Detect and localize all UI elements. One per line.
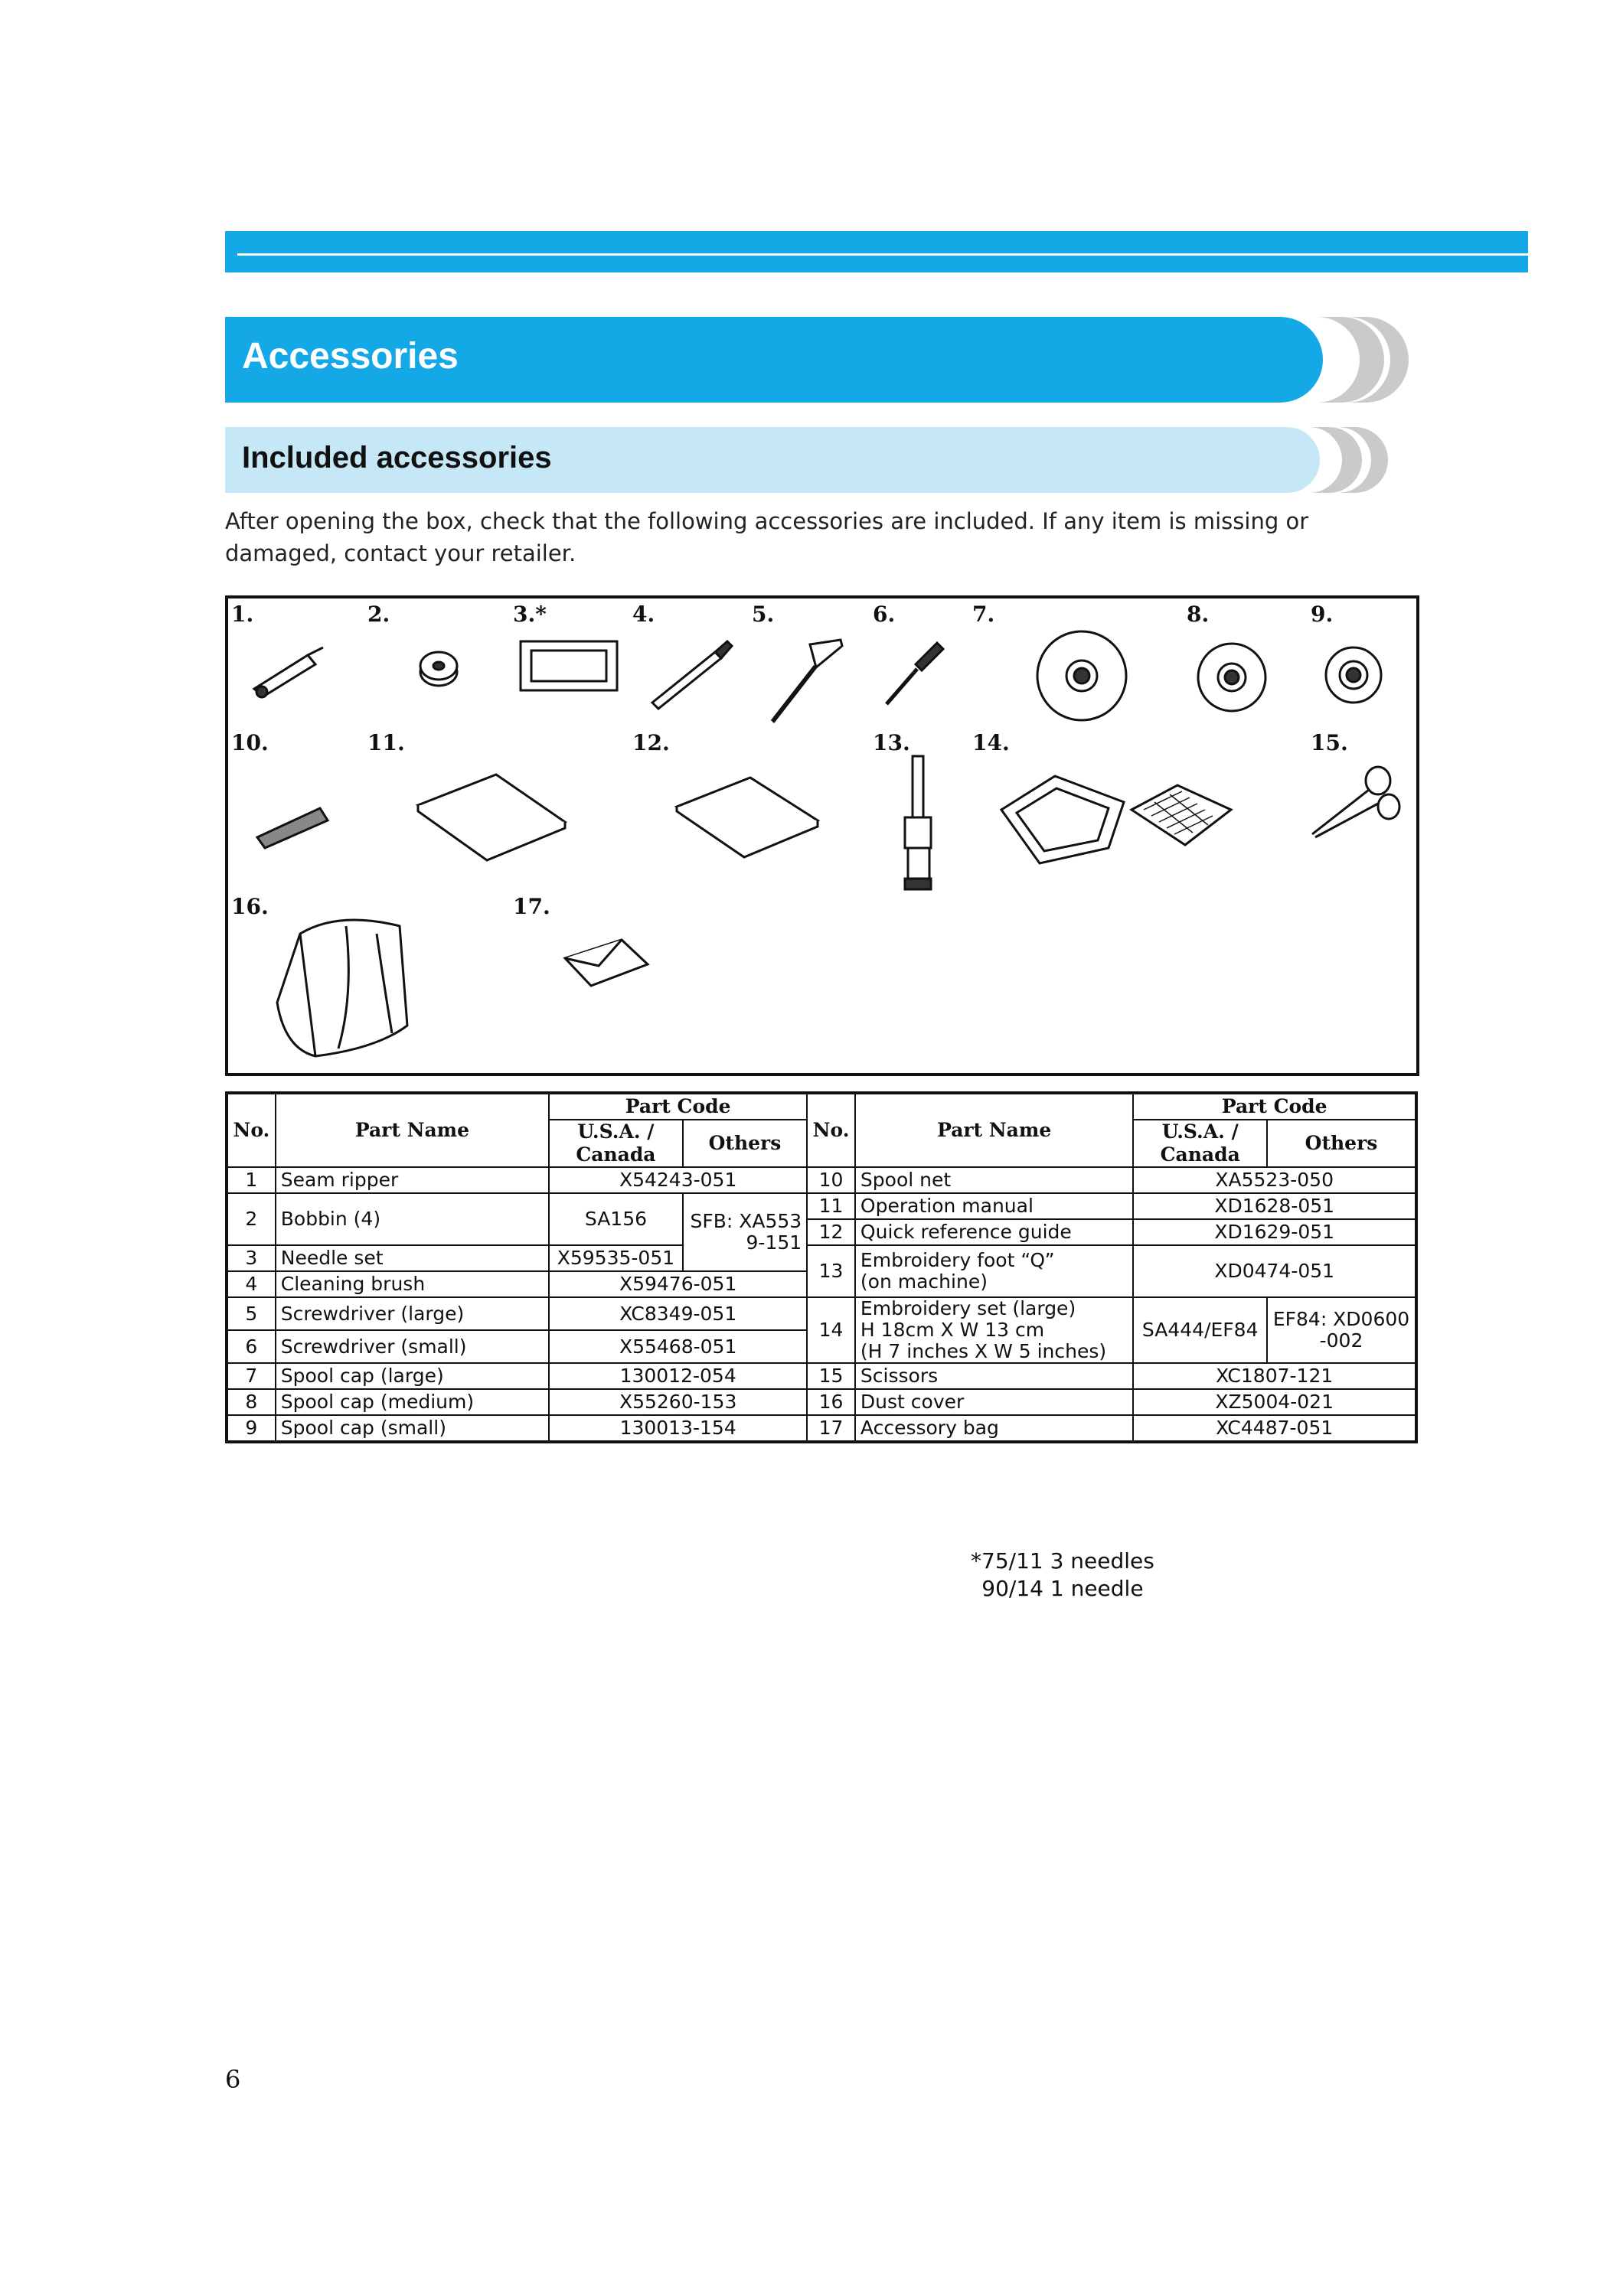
cell-part-name: Bobbin (4) [276,1193,549,1245]
needle-note-line-2: 90/14 1 needle [981,1576,1144,1601]
cell-part-code: X55260-153 [549,1389,807,1415]
figure-label-6: 6. [873,602,896,627]
header-usa-canada: U.S.A. / Canada [549,1120,683,1167]
table-row [227,1193,1416,1219]
spool-cap-small-icon [1315,637,1392,713]
part-name-line: (on machine) [860,1270,988,1293]
needle-note [971,1548,1154,1603]
table-row [227,1415,1416,1442]
header-no: No. [807,1093,855,1167]
cell-part-name: Spool cap (small) [276,1415,549,1442]
cell-part-code: X59476-051 [549,1271,807,1297]
banner-line [237,253,1528,256]
cell-no: 4 [227,1271,276,1297]
figure-label-16: 16. [231,894,269,919]
cell-part-name: Seam ripper [276,1167,549,1193]
figure-label-7: 7. [972,602,995,627]
header-usa-canada: U.S.A. / Canada [1133,1120,1267,1167]
cell-part-name: Screwdriver (small) [276,1330,549,1363]
cell-usa-code: SA156 [549,1193,683,1245]
cell-others-code: SFB: XA5539-151 [683,1193,807,1271]
cell-part-code: XC4487-051 [1133,1415,1416,1442]
page-number: 6 [225,2065,241,2094]
cell-no: 7 [227,1363,276,1389]
quick-reference-guide-icon [671,771,824,863]
screwdriver-small-icon [877,637,946,713]
table-row [227,1167,1416,1193]
needle-set-icon [516,637,623,695]
cell-part-code: XZ5004-021 [1133,1389,1416,1415]
heading-decoration-icon [1301,317,1409,403]
header-part-code: Part Code [549,1093,807,1120]
top-banner-bar [225,231,1528,272]
figure-label-13: 13. [873,730,910,755]
cell-part-name: Scissors [855,1363,1133,1389]
table-header-row [227,1093,1416,1120]
cell-no: 1 [227,1167,276,1193]
subheading-decoration-icon [1294,427,1401,493]
part-name-line: (H 7 inches X W 5 inches) [860,1340,1107,1362]
figure-label-2: 2. [367,602,390,627]
figure-label-9: 9. [1311,602,1334,627]
cell-part-name: Dust cover [855,1389,1133,1415]
cell-usa-code: SA444/EF84 [1133,1297,1267,1363]
screwdriver-large-icon [756,637,848,729]
cell-no: 9 [227,1415,276,1442]
header-no: No. [227,1093,276,1167]
bobbin-icon [412,641,465,695]
figure-label-5: 5. [752,602,775,627]
cell-part-code: XD1628-051 [1133,1193,1416,1219]
cell-part-code: X59535-051 [549,1245,683,1271]
accessory-bag-icon [560,935,652,996]
header-part-name: Part Name [855,1093,1133,1167]
cell-part-name: Spool cap (large) [276,1363,549,1389]
table-row [227,1389,1416,1415]
header-part-name: Part Name [276,1093,549,1167]
cell-no: 13 [807,1245,855,1297]
intro-text: After opening the box, check that the following accessories are included. If any item is missing or damaged, contact your retailer. [225,508,1309,566]
header-others: Others [683,1120,807,1167]
figure-label-10: 10. [231,730,269,755]
figure-label-1: 1. [231,602,254,627]
header-others: Others [1267,1120,1416,1167]
cell-part-name: Accessory bag [855,1415,1133,1442]
cell-part-name: Spool cap (medium) [276,1389,549,1415]
needle-note-line-1: *75/11 3 needles [971,1548,1154,1574]
cell-no: 11 [807,1193,855,1219]
cell-no: 14 [807,1297,855,1363]
cell-part-name: Cleaning brush [276,1271,549,1297]
figure-label-11: 11. [367,730,405,755]
cell-part-name [855,1245,1133,1297]
cell-part-name: Operation manual [855,1193,1133,1219]
spool-cap-medium-icon [1190,635,1274,719]
table-row [227,1363,1416,1389]
cell-part-code: X54243-051 [549,1167,807,1193]
cell-no: 2 [227,1193,276,1245]
figure-label-17: 17. [513,894,550,919]
figure-label-3: 3.* [513,602,547,627]
cell-part-code: XD1629-051 [1133,1219,1416,1245]
spool-net-icon [251,797,335,851]
cell-part-code: X55468-051 [549,1330,807,1363]
figure-label-15: 15. [1311,730,1348,755]
cell-part-code: XA5523-050 [1133,1167,1416,1193]
cell-no: 3 [227,1245,276,1271]
cell-part-code: 130012-054 [549,1363,807,1389]
cell-no: 8 [227,1389,276,1415]
table-row [227,1245,1416,1271]
subsection-heading-band [225,427,1320,493]
parts-table [225,1091,1418,1443]
cell-part-code: 130013-154 [549,1415,807,1442]
part-name-line: Embroidery set (large) [860,1297,1076,1319]
cell-part-name: Spool net [855,1167,1133,1193]
cell-others-code: EF84: XD0600-002 [1267,1297,1416,1363]
embroidery-foot-icon [897,752,943,897]
figure-label-8: 8. [1187,602,1210,627]
cell-no: 16 [807,1389,855,1415]
part-name-line: Embroidery foot “Q” [860,1249,1055,1271]
cell-part-name [855,1297,1133,1363]
subsection-title: Included accessories [242,441,552,475]
cell-no: 5 [227,1297,276,1330]
dust-cover-icon [269,903,423,1071]
cell-part-name: Quick reference guide [855,1219,1133,1245]
section-heading-band [225,317,1323,403]
figure-label-12: 12. [632,730,670,755]
embroidery-set-icon [994,771,1239,879]
cell-part-code: XC1807-121 [1133,1363,1416,1389]
cell-no: 17 [807,1415,855,1442]
operation-manual-icon [412,767,580,866]
table-row [227,1297,1416,1330]
cell-part-code: XC8349-051 [549,1297,807,1330]
cell-part-code: XD0474-051 [1133,1245,1416,1297]
page-title: Accessories [242,336,459,377]
cell-no: 10 [807,1167,855,1193]
seam-ripper-icon [247,641,331,703]
cell-no: 6 [227,1330,276,1363]
cell-part-name: Needle set [276,1245,549,1271]
cell-part-name: Screwdriver (large) [276,1297,549,1330]
cell-no: 12 [807,1219,855,1245]
cell-no: 15 [807,1363,855,1389]
part-name-line: H 18cm X W 13 cm [860,1319,1045,1341]
spool-cap-large-icon [1032,626,1132,726]
cleaning-brush-icon [642,637,733,713]
header-part-code: Part Code [1133,1093,1416,1120]
scissors-icon [1305,761,1404,845]
figure-label-4: 4. [632,602,655,627]
figure-label-14: 14. [972,730,1010,755]
